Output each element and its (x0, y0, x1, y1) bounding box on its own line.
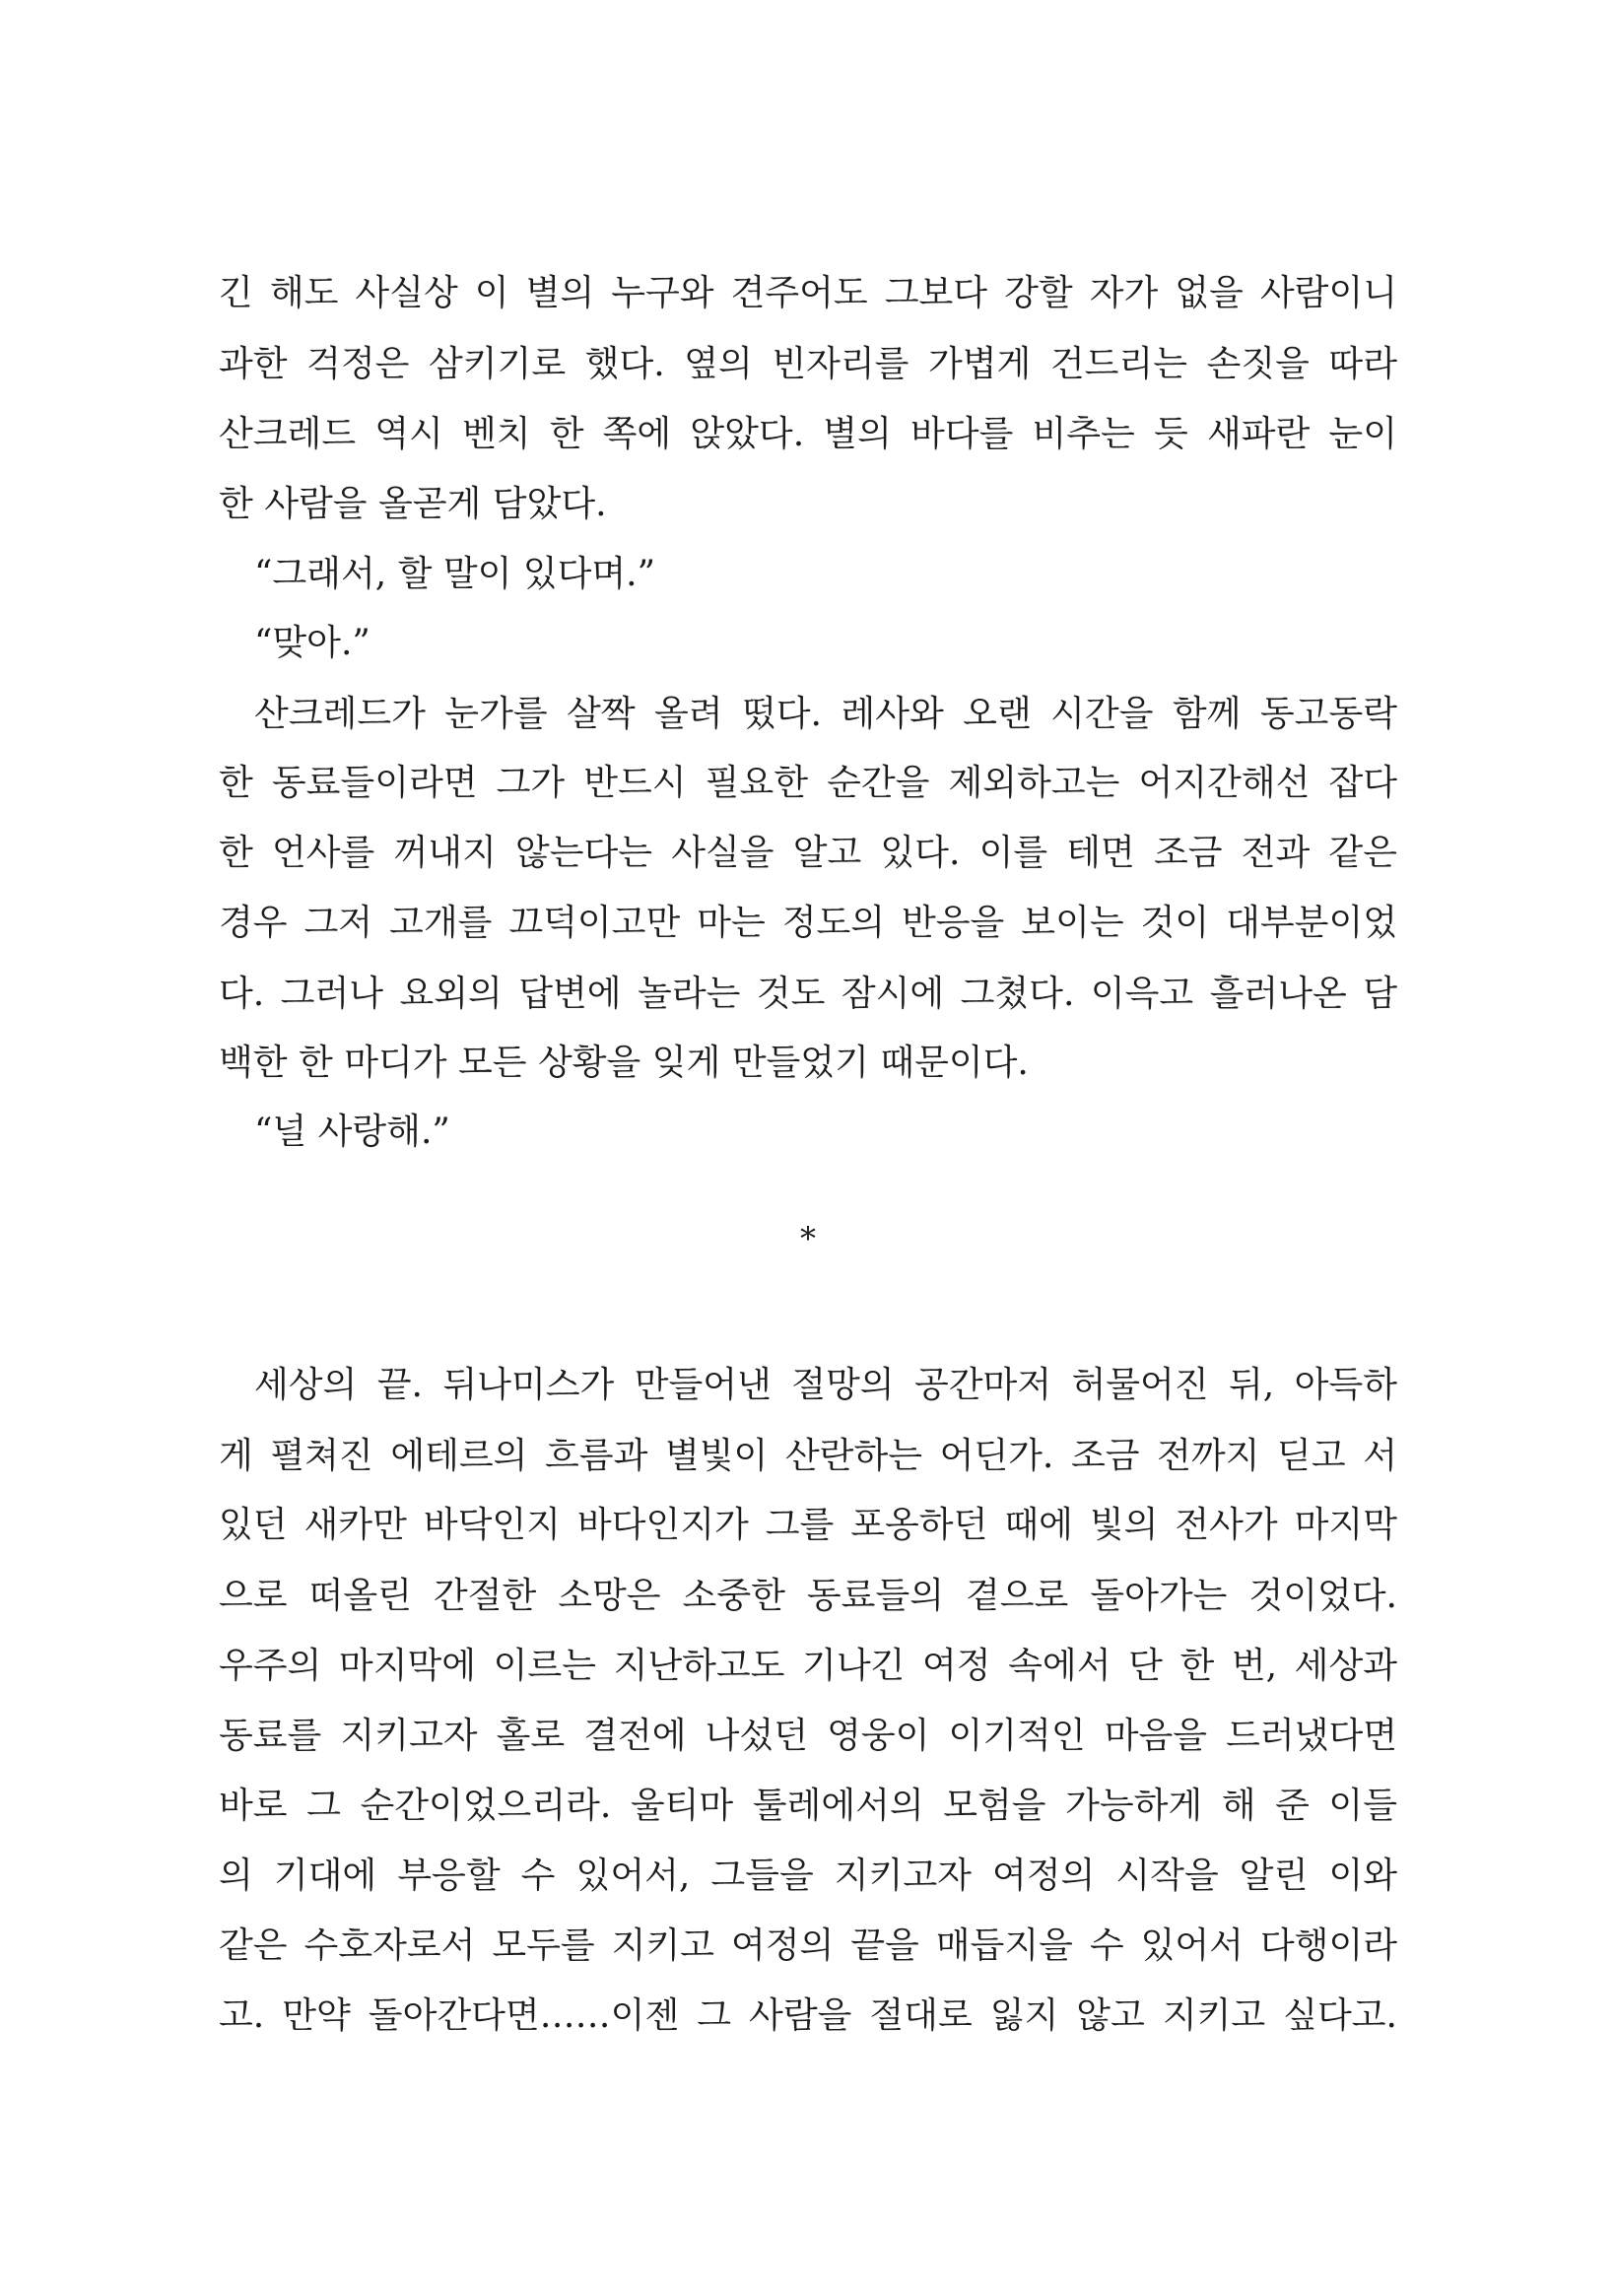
text-line: 백한 한 마디가 모든 상황을 잊게 만들었기 때문이다. (219, 1043, 1029, 1083)
text-line: 한 언사를 꺼내지 않는다는 사실을 알고 있다. 이를 테면 조금 전과 같은 (219, 833, 1397, 873)
section-divider: * (800, 1220, 816, 1257)
paragraph-first-line: 산크레드가 눈가를 살짝 올려 떴다. 레사와 오랜 시간을 함께 동고동락 (254, 694, 1397, 734)
dialogue-line: “맞아.” (254, 623, 370, 663)
text-line: 고. 만약 돌아간다면……이젠 그 사람을 절대로 잃지 않고 지키고 싶다고. (219, 1995, 1397, 2036)
text-line: 다. 그러나 요외의 답변에 놀라는 것도 잠시에 그쳤다. 이윽고 흘러나온 담 (219, 974, 1397, 1014)
dialogue-line: “그래서, 할 말이 있다며.” (254, 554, 656, 594)
text-line: 의 기대에 부응할 수 있어서, 그들을 지키고자 여정의 시작을 알린 이와 (219, 1856, 1397, 1896)
text-line: 우주의 마지막에 이르는 지난하고도 기나긴 여정 속에서 단 한 번, 세상과 (219, 1646, 1397, 1686)
dialogue-line: “널 사랑해.” (254, 1112, 450, 1152)
text-line: 산크레드 역시 벤치 한 쪽에 앉았다. 별의 바다를 비추는 듯 새파란 눈이 (219, 414, 1397, 454)
text-line: 바로 그 순간이었으리라. 울티마 툴레에서의 모험을 가능하게 해 준 이들 (219, 1786, 1397, 1826)
paragraph-first-line: 세상의 끝. 뒤나미스가 만들어낸 절망의 공간마저 허물어진 뒤, 아득하 (254, 1365, 1397, 1405)
text-line: 한 사람을 올곧게 담았다. (219, 484, 607, 524)
text-line: 과한 걱정은 삼키기로 했다. 옆의 빈자리를 가볍게 건드리는 손짓을 따라 (219, 344, 1397, 384)
text-line: 동료를 지키고자 홀로 결전에 나섰던 영웅이 이기적인 마음을 드러냈다면 (219, 1716, 1397, 1756)
text-line: 같은 수호자로서 모두를 지키고 여정의 끝을 매듭지을 수 있어서 다행이라 (219, 1925, 1397, 1966)
text-line: 긴 해도 사실상 이 별의 누구와 견주어도 그보다 강할 자가 없을 사람이니 (219, 273, 1397, 313)
text-line: 으로 떠올린 간절한 소망은 소중한 동료들의 곁으로 돌아가는 것이었다. (219, 1576, 1397, 1616)
text-line: 경우 그저 고개를 끄덕이고만 마는 정도의 반응을 보이는 것이 대부분이었 (219, 903, 1397, 943)
text-line: 있던 새카만 바닥인지 바다인지가 그를 포옹하던 때에 빛의 전사가 마지막 (219, 1505, 1397, 1545)
text-line: 게 펼쳐진 에테르의 흐름과 별빛이 산란하는 어딘가. 조금 전까지 딛고 서 (219, 1436, 1397, 1476)
text-line: 한 동료들이라면 그가 반드시 필요한 순간을 제외하고는 어지간해선 잡다 (219, 763, 1397, 803)
